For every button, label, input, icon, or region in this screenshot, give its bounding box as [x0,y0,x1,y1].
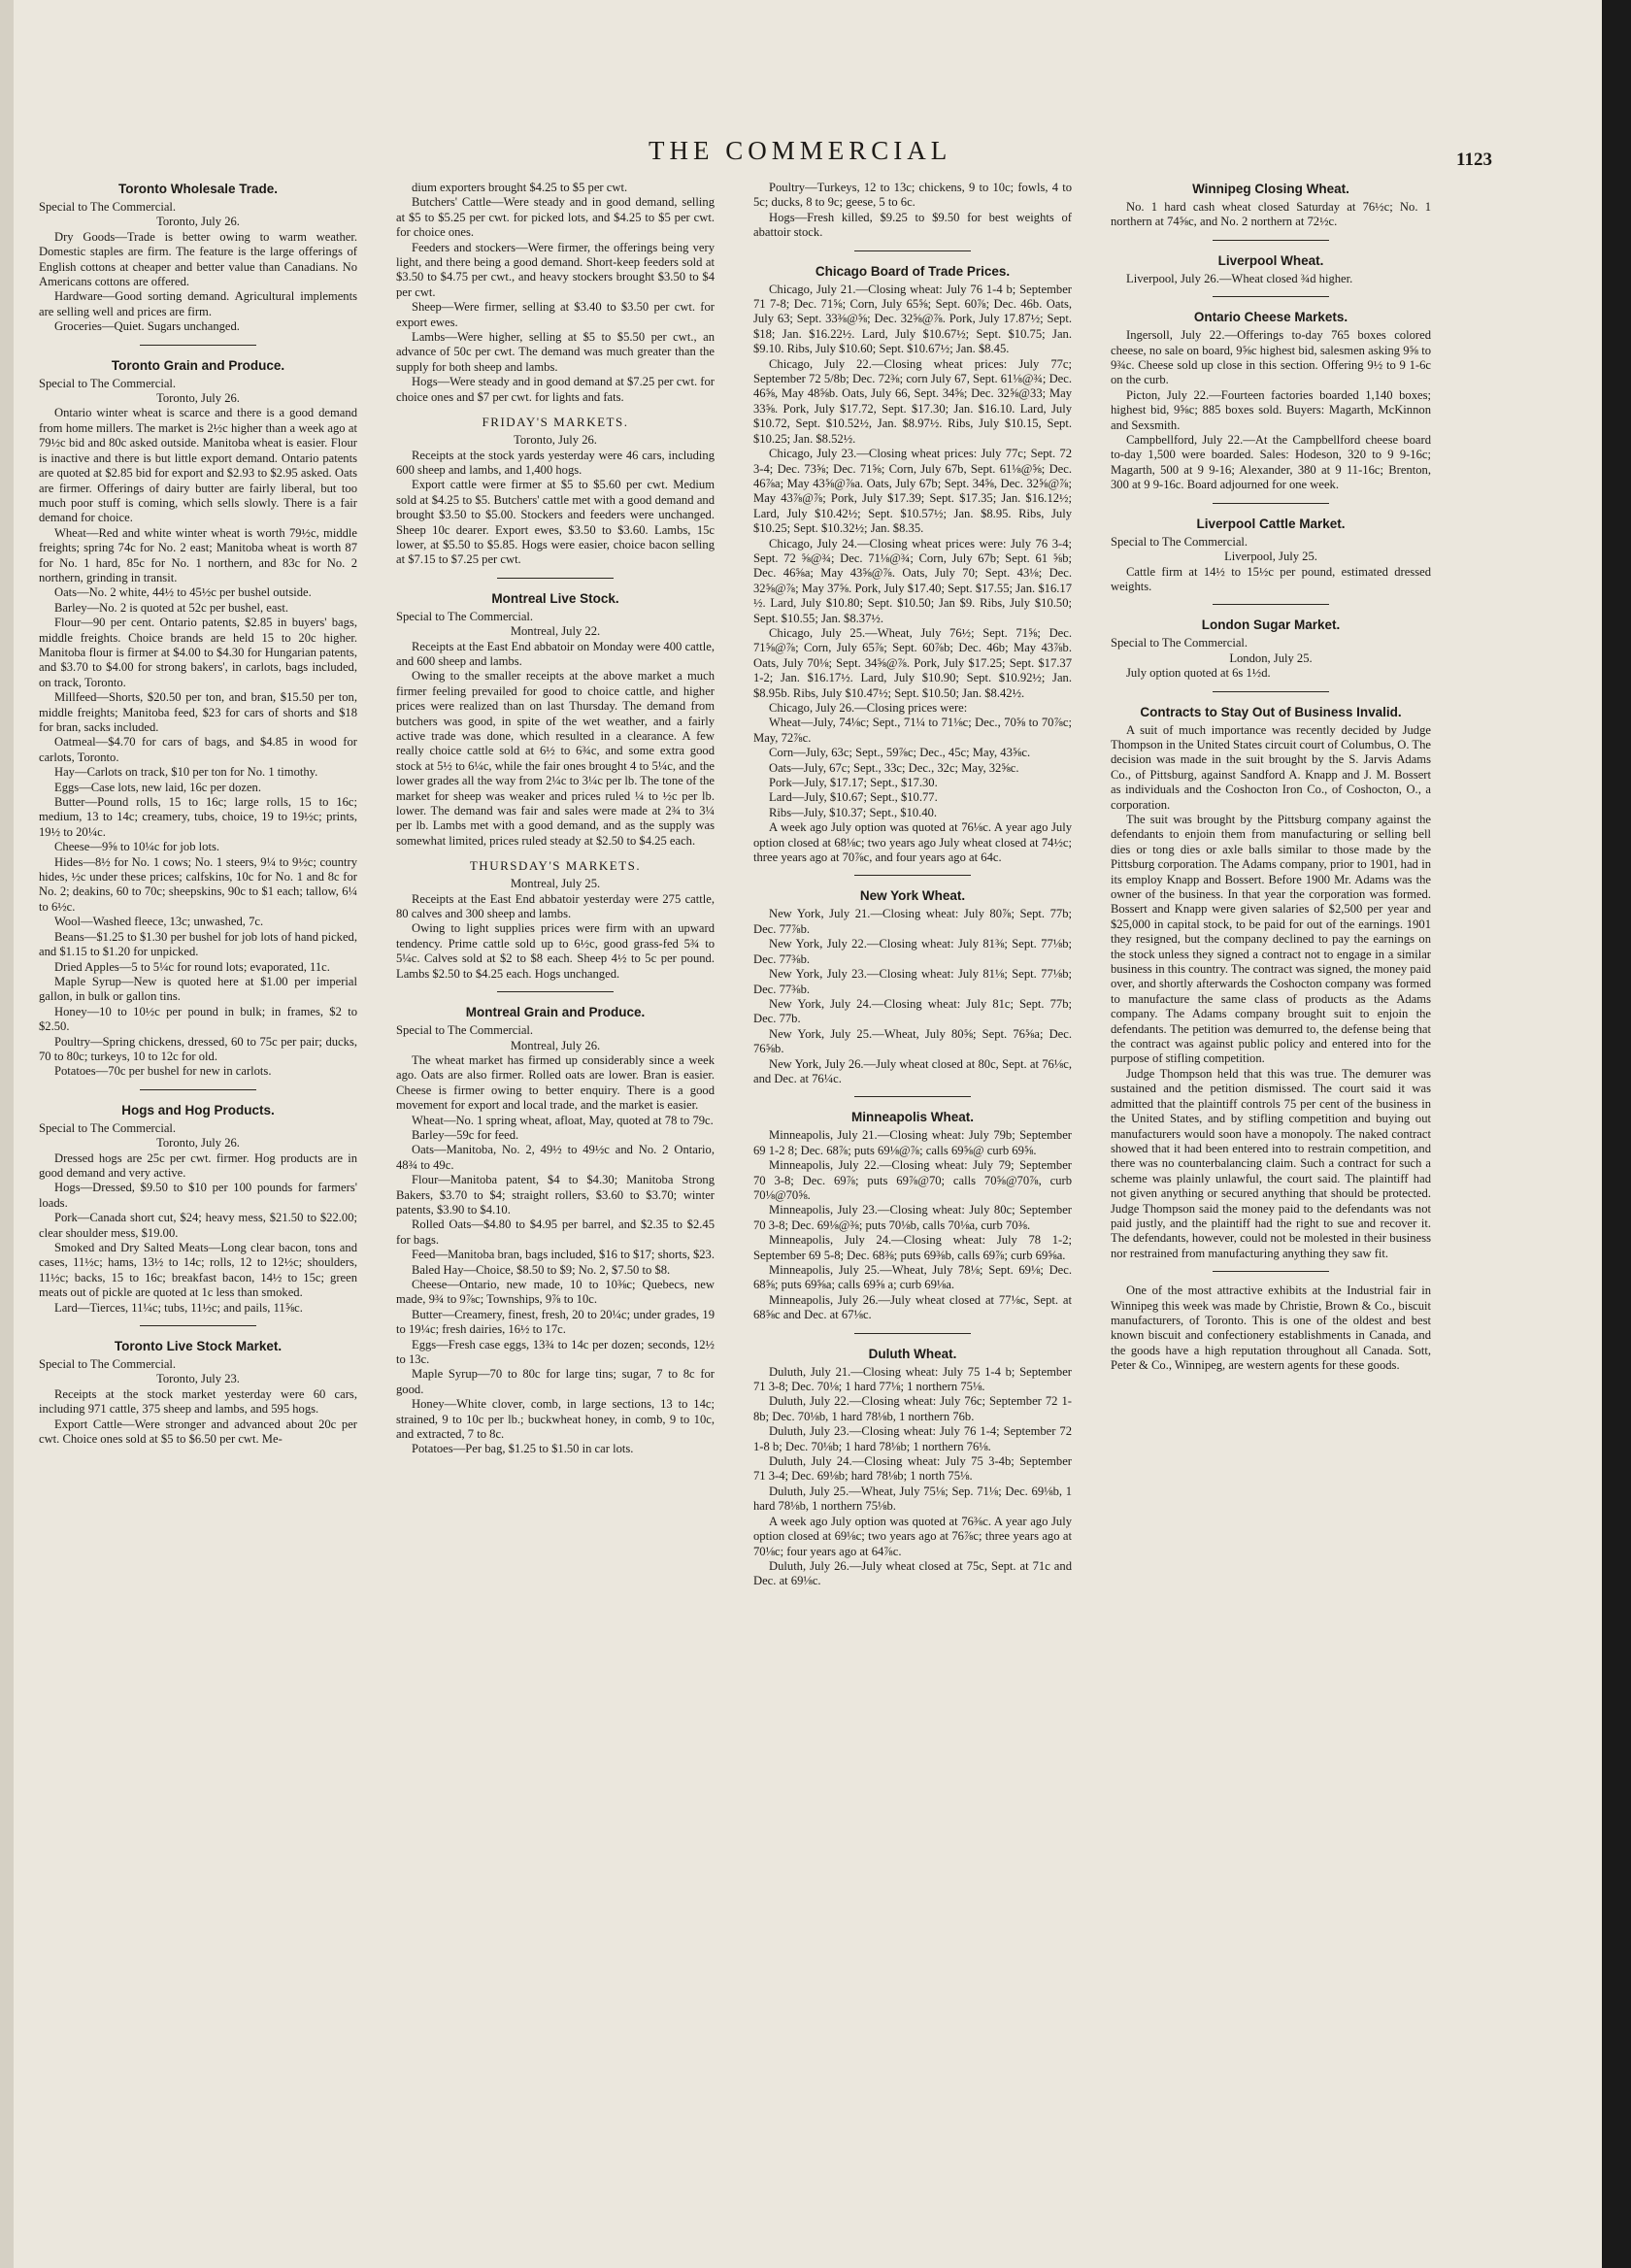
article-paragraph: Hardware—Good sorting demand. Agricultural implements are selling well and prices are firm. [39,289,357,318]
article-paragraph: Feed—Manitoba bran, bags included, $16 to $17; shorts, $23. [412,1248,715,1262]
article-paragraph: Poultry—Turkeys, 12 to 13c; chickens, 9 to 10c; fowls, 4 to 5c; ducks, 8 to 9c; geese, 5 to 6c. [753,181,1072,210]
article-paragraph: Receipts at the stock yards yesterday were 46 cars, including 600 sheep and lambs, and 1,400 hogs. [396,448,715,477]
section-divider-rule [1213,691,1329,692]
section-divider-rule [854,1333,971,1334]
article-headline: Montreal Grain and Produce. [465,1005,646,1020]
article-paragraph: No. 1 hard cash wheat closed Saturday at 76½c; No. 1 northern at 74⅝c, and No. 2 northern at 72½c. [1111,200,1431,229]
dateline: Montreal, July 25. [510,877,601,891]
article-paragraph: Feeders and stockers—Were firmer, the offerings being very light, and there being a good demand. Short-keep feeders sold at $3.50 to $4.75 per cwt., and heavy stockers brought $3.50 to $4 per cwt. [396,240,715,299]
article-paragraph: Hogs—Were steady and in good demand at $7.25 per cwt. for choice ones and $7 per cwt. for lights and fats. [396,375,715,404]
article-paragraph: Duluth, July 22.—Closing wheat: July 76c; September 72 1-8b; Dec. 70⅛b, 1 hard 78⅛b, 1 northern 76b. [753,1394,1072,1423]
article-paragraph: Receipts at the stock market yesterday were 60 cars, including 971 cattle, 375 sheep and lambs, and 595 hogs. [39,1386,357,1417]
article-paragraph: Minneapolis, July 24.—Closing wheat: July 78 1-2; September 69 5-8; Dec. 68⅜; puts 69⅜b, calls 69⅞; curb 69⅝a. [753,1233,1072,1262]
article-paragraph: Rolled Oats—$4.80 to $4.95 per barrel, and $2.35 to $2.45 for bags. [396,1217,715,1247]
article [396,590,715,850]
section-divider-rule [1213,503,1329,504]
article-paragraph: The suit was brought by the Pittsburg company against the defendants to enjoin them from manufacturing or selling bell dies or tong dies or axle balls similar to those made by the Pittsburg corporation. The Adams company, prior to 1901, had in its employ Knapp and Bossert. Before 1900 Mr. Adams was the owner of the business. In that year the corporation was formed. Bossert and Knapp were given salaries of $2,500 per year and $25,000 in capital stock, to be paid for out of the earnings. 1901 they resigned, but the company declined to pay the earnings on the stock unless they signed a contract not to engage in a similar business in this country. The contract was signed, the money paid over, and shortly afterwards the Coshocton company was formed to manufacture the same class of products as the Adams company. The Adams company brought suit to enjoin the defendants. The petition was demurred to, the defense being that the contract was against public policy and entered into for the purpose of stifling competition. [1111,812,1431,1066]
article-paragraph: Minneapolis, July 26.—July wheat closed at 77⅛c, Sept. at 68⅝c and Dec. at 67⅛c. [753,1292,1072,1322]
article-paragraph: Hides—8½ for No. 1 cows; No. 1 steers, 9¼ to 9½c; country hides, ½c under these prices; calfskins, 10c for No. 1 and 8c for No. 2; deakins, 60 to 70c; sheepskins, 90c to $1 each; tallow, 6¼ to 6½c. [39,854,357,914]
article-paragraph: Export cattle were firmer at $5 to $5.60 per cwt. Medium sold at $4.25 to $5. Butchers' cattle met with a good demand and brought $3.50 to $5.00. Stockers and feeders were unchanged. Sheep 10c dearer. Export ewes, $3.50 to $3.60. Lambs, 15c lower, at $5.50 to $5.85. Hogs were easier, choice bacon selling at $7.15 to $7.25 per cwt. [396,478,715,567]
article-paragraph: Minneapolis, July 23.—Closing wheat: July 80c; September 70 3-8; Dec. 69⅛@⅜; puts 70⅛b, calls 70⅛a, curb 70⅜. [753,1203,1072,1232]
article-paragraph: Maple Syrup—70 to 80c for large tins; sugar, 7 to 8c for good. [396,1367,715,1396]
special-correspondent-line: Special to The Commercial. [1111,534,1248,549]
article-paragraph: Pork—Canada short cut, $24; heavy mess, $21.50 to $22.00; clear shoulder mess, $19.00. [39,1211,357,1240]
article-paragraph: Hay—Carlots on track, $10 per ton for No. 1 timothy. [54,765,318,780]
article-paragraph: Liverpool, July 26.—Wheat closed ¾d higher. [1126,271,1353,285]
article-paragraph: Oatmeal—$4.70 for cars of bags, and $4.85 in wood for carlots, Toronto. [39,735,357,764]
article-headline: Toronto Grain and Produce. [111,357,285,373]
section-divider-rule [140,1325,256,1326]
article-paragraph: Judge Thompson held that this was true. The demurer was sustained and the petition dismissed. The court said it was admitted that the plaintiff controls 75 per cent of the business in the United States, and by stifling competition and buying out manufacturers would soon have a monopoly. The naked contract showed that it had been entered into to restrain competition, and there was no counterbalancing claim. Such a contract for such a scheme was plainly unlawful, the court said. The plaintiff had not given anything or secured anything that should be protected. Judge Thompson said the money paid to the defendants was not paid justly, and the plaintiff had the right to sue and recover it. The defendants, however, could not be molested in their business nor restrained from manufacturing anything they saw fit. [1111,1066,1431,1260]
article-headline: Hogs and Hog Products. [121,1102,275,1117]
article-paragraph: Corn—July, 63c; Sept., 59⅞c; Dec., 45c; May, 43⅝c. [769,746,1031,760]
article-paragraph: Oats—July, 67c; Sept., 33c; Dec., 32c; May, 32⅝c. [769,760,1019,775]
page-number: 1123 [1456,150,1492,170]
special-correspondent-line: Special to The Commercial. [39,200,177,214]
article [753,1109,1072,1322]
article [1111,1284,1431,1373]
article-paragraph: Dressed hogs are 25c per cwt. firmer. Hog products are in good demand and very active. [39,1151,357,1180]
section-divider-rule [854,250,971,251]
section-divider-rule [1213,296,1329,297]
article [39,357,357,1080]
article-paragraph: Baled Hay—Choice, $8.50 to $9; No. 2, $7.50 to $8. [412,1262,671,1277]
article-paragraph: Duluth, July 25.—Wheat, July 75⅛; Sep. 71⅛; Dec. 69⅛b, 1 hard 78⅛b, 1 northern 75⅛b. [753,1484,1072,1514]
article-paragraph: Wheat—July, 74⅛c; Sept., 71¼ to 71⅛c; Dec., 70⅝ to 70⅞c; May, 72⅞c. [753,716,1072,745]
article-paragraph: Chicago, July 24.—Closing wheat prices were: July 76 3-4; Sept. 72 ⅝@¾; Dec. 71⅛@¾; Corn, July 67b; Sept. 61 ⅝b; Dec. 46⅝a; May 43⅝@⅞. Oats, July 70; Sept. 43⅛; Dec. 32⅝@⅞; May 37⅝. Pork, July $17.40; Sept. $17.55; Jan. $16.17 ½. Lard, July $10.80; Sept. $10.50; Jan $9. Ribs, July $10.50; Sept. $10.55; Jan. $8.37½. [753,536,1072,625]
article [396,181,715,405]
article-paragraph: Flour—90 per cent. Ontario patents, $2.85 in buyers' bags, middle freights. Choice brands are held 15 to 20c higher. Manitoba flour is firmer at $4.00 to $4.30 for Hungarian patents, and $3.70 to $4.00 for strong bakers', in carlots, bags included, on track, Toronto. [39,616,357,689]
article-paragraph: Wheat—Red and white winter wheat is worth 79½c, middle freights; spring 74c for No. 2 east; Manitoba wheat is worth 87 for No. 1 hard, 85c for No. 1 northern, and 83c for No. 2 northern, grinding in transit. [39,525,357,584]
article-paragraph: New York, July 22.—Closing wheat: July 81⅜; Sept. 77⅛b; Dec. 77⅜b. [753,937,1072,966]
dateline: Toronto, July 23. [156,1372,240,1386]
article-paragraph: Lard—July, $10.67; Sept., $10.77. [769,790,938,805]
special-correspondent-line: Special to The Commercial. [1111,636,1248,650]
dateline: Montreal, July 26. [510,1038,601,1052]
article [396,1004,715,1457]
article-headline: New York Wheat. [859,888,966,904]
article [1111,516,1431,595]
article-paragraph: Dried Apples—5 to 5¼c for round lots; evaporated, 11c. [54,959,330,974]
article-paragraph: Lard—Tierces, 11¼c; tubs, 11½c; and pails, 11⅝c. [54,1300,303,1315]
article-paragraph: Owing to the smaller receipts at the above market a much firmer feeling prevailed for good to choice cattle, and higher prices were realized than on last Thursday. The demand from butchers was good, in spite of the wet weather, and a fairly active trade was done, which resulted in a clearance. A few really choice cattle sold at 6½ to 6¾c, and some extra good stock at 5½ to 6¼c, while the fair ones brought 4 to 5¼c, and the lower grades all the way from 2¼c to 3¼c per lb. The tone of the market for sheep was weaker and prices ruled ¼ to ½c per lb. lower. The demand was fair and sales were made at 2¾ to 3¼ per lb. Lambs met with a good demand, and as the supply was somewhat limited, prices ruled steady at $2.50 to $4.25 each. [396,669,715,848]
article-paragraph: Duluth, July 26.—July wheat closed at 75c, Sept. at 71c and Dec. at 69⅛c. [753,1558,1072,1588]
article [1111,181,1431,230]
article-paragraph: Export Cattle—Were stronger and advanced about 20c per cwt. Choice ones sold at $5 to $6.50 per cwt. Me- [39,1417,357,1447]
article-paragraph: Smoked and Dry Salted Meats—Long clear bacon, tons and cases, 11½c; hams, 13½ to 14c; rolls, 12 to 12½c; shoulders, 11½c; backs, 15 to 16c; breakfast bacon, 14½ to 15c; green meats out of pickle are quoted at 1c less than smoked. [39,1241,357,1300]
article-paragraph: Honey—10 to 10½c per pound in bulk; in frames, $2 to $2.50. [39,1004,357,1034]
section-divider-rule [1213,1271,1329,1272]
article-paragraph: Dry Goods—Trade is better owing to warm weather. Domestic staples are firm. The feature is the large offerings of English cottons at cheaper and better value than Canadians. No Americans cottons are offered. [39,229,357,289]
article [1111,252,1431,286]
dateline: Liverpool, July 25. [1224,550,1317,564]
article-paragraph: Potatoes—70c per bushel for new in carlots. [54,1064,272,1079]
article-paragraph: Minneapolis, July 22.—Closing wheat: July 79; September 70 3-8; Dec. 69⅞; puts 69⅞@70; calls 70⅝@70⅞, curb 70⅛@70⅝. [753,1158,1072,1202]
article-paragraph: Chicago, July 22.—Closing wheat prices: July 77c; September 72 5/8b; Dec. 72⅜; corn July 67, Sept. 61⅛@¾; Dec. 46⅝, May 48⅝b. Oats, July 66, Sept. 34⅝; Dec. 32⅝@33; May 33⅝. Pork, July $17.72, Sept. $17.30; Jan. $16.10. Lard, July $10.72, Sept. $10.52½, Jan. $8.97½. Ribs, July $10.15, Sept. $10.25; Jan. $8.52½. [753,356,1072,446]
article-headline: Contracts to Stay Out of Business Invalid. [1140,704,1402,719]
article-paragraph: Picton, July 22.—Fourteen factories boarded 1,140 boxes; highest bid, 9⅝c; 885 boxes sold. Buyers: Magarth, McKinnon and Sexsmith. [1111,387,1431,432]
page-header [0,136,1602,175]
article-paragraph: Duluth, July 21.—Closing wheat: July 75 1-4 b; September 71 3-8; Dec. 70⅛; 1 hard 77⅛; 1 northern 75⅛. [753,1364,1072,1394]
section-divider-rule [497,578,614,579]
article [753,887,1072,1086]
article-paragraph: The wheat market has firmed up considerably since a week ago. Oats are also firmer. Rolled oats are lower. Bran is easier. Cheese is firmer owing to better enquiry. There is a good movement for export and local trade, and the market is easier. [396,1052,715,1113]
article-paragraph: Chicago, July 23.—Closing wheat prices: July 77c; Sept. 72 3-4; Dec. 73⅝; Dec. 71⅝; Corn, July 67b, Sept. 61⅛@⅝; Dec. 46⅞a; May 43⅝@⅞a. Oats, July 67b; Sept. 34⅝, Dec. 32⅝@⅞; May 43⅞@⅞; Pork, July $17.39; Sept. $17.35; Jan. $16.12½; Lard, July $10.42½; Sept. $10.57½; Jan. $8.95. Ribs, July $10.25; Sept. $10.32½; Jan. $8.35. [753,447,1072,536]
article [753,1346,1072,1589]
article-paragraph: Cheese—Ontario, new made, 10 to 10⅜c; Quebecs, new made, 9¾ to 9⅞c; Townships, 9⅞ to 10c. [396,1278,715,1307]
article-headline: Montreal Live Stock. [491,590,619,606]
article [1111,617,1431,681]
article-paragraph: Sheep—Were firmer, selling at $3.40 to $3.50 per cwt. for export ewes. [396,300,715,329]
article-paragraph: Chicago, July 25.—Wheat, July 76½; Sept. 71⅝; Dec. 71⅝@⅞; Corn, July 65⅞; Sept. 60⅞b; Dec. 46b; May 43⅞b. Oats, July 70⅛; Sept. 34⅝@⅞. Pork, July $17.25; Sept. $17.37 1-2; Jan. $16.17½. Lard, July $10.90; Sept. $10.92½; Jan. $8.95b. Ribs, July $10.47½; Sept. $10.50; Jan. $8.42½. [753,625,1072,700]
article-paragraph: Duluth, July 24.—Closing wheat: July 75 3-4b; September 71 3-4; Dec. 69⅛b; hard 78⅛b; 1 north 75⅛. [753,1454,1072,1484]
article-paragraph: Butter—Pound rolls, 15 to 16c; large rolls, 15 to 16c; medium, 13 to 14c; creamery, tubs, choice, 19 to 19½c; prints, 19½ to 20¼c. [39,795,357,839]
article-headline: Toronto Live Stock Market. [114,1339,283,1354]
article [753,263,1072,866]
article-paragraph: Wheat—No. 1 spring wheat, afloat, May, quoted at 78 to 79c. [412,1113,714,1127]
dateline: Toronto, July 26. [156,391,240,406]
article-headline: Minneapolis Wheat. [850,1110,974,1125]
dateline: Toronto, July 26. [156,215,240,229]
special-correspondent-line: Special to The Commercial. [396,1023,534,1038]
article-headline: Winnipeg Closing Wheat. [1192,182,1349,196]
article-paragraph: Honey—White clover, comb, in large sections, 13 to 14c; strained, 9 to 10c per lb.; buckwheat honey, in comb, 9 to 10c, and extracted, 7 to 8c. [396,1397,715,1442]
article-paragraph: Hogs—Fresh killed, $9.25 to $9.50 for best weights of abattoir stock. [753,210,1072,240]
article-paragraph: Oats—Manitoba, No. 2, 49½ to 49½c and No. 2 Ontario, 48¾ to 49c. [396,1143,715,1172]
article-paragraph: Pork—July, $17.17; Sept., $17.30. [769,776,938,790]
dateline: London, July 25. [1229,650,1313,665]
article [396,858,715,982]
column-2 [396,181,715,2249]
article-paragraph: Owing to light supplies prices were firm with an upward tendency. Prime cattle sold up to 6½c, good grass-fed 5¾ to 5¼c. Calves sold at $2 to $8 each. Sheep 4½ to 5c per pound. Lambs $2.50 to $4.25 each. Hogs unchanged. [396,921,715,981]
article-paragraph: A suit of much importance was recently decided by Judge Thompson in the United States circuit court of Columbus, O. The decision was made in the suit brought by the S. Jarvis Adams Co., of Pittsburg, against Sandford A. Knapp and J. M. Bossert as individuals and the Coshocton Iron Co., of Coshocton, O., a corporation. [1111,722,1431,812]
article-headline: Chicago Board of Trade Prices. [815,263,1011,279]
article [1111,309,1431,492]
article [39,1338,357,1447]
article-paragraph: Cheese—9⅝ to 10¼c for job lots. [54,840,219,854]
column-4 [1111,181,1431,2249]
section-divider-rule [854,1096,971,1097]
section-divider-rule [140,345,256,346]
dateline: Toronto, July 26. [156,1136,240,1151]
article-paragraph: Receipts at the East End abbatoir on Monday were 400 cattle, and 600 sheep and lambs. [396,639,715,668]
article-paragraph: Oats—No. 2 white, 44½ to 45½c per bushel outside. [54,585,312,600]
article-paragraph: Chicago, July 21.—Closing wheat: July 76 1-4 b; September 71 7-8; Dec. 71⅝; Corn, July 65⅝; Sept. 60⅞; Dec. 46b. Oats, July 63; Sept. 33⅜@⅝; Dec. 32⅝@⅞. Pork, July 17.87½; Sept. $18; Jan. $16.22½. Lard, July $10.67½; Sept. $10.75; Jan. $9.10. Ribs, July $10.60; Sept. $10.67½; Jan. $8.45. [753,282,1072,356]
section-divider-rule [1213,604,1329,605]
article-paragraph: July option quoted at 6s 1½d. [1126,666,1271,681]
article-paragraph: Ontario winter wheat is scarce and there is a good demand from home millers. The market is 2½c higher than a week ago at 79½c bid and 80c asked outside. Manitoba wheat is easier. Flour is inactive and there is but little export demand. Ontario patents are quoted at $2.85 bid for export and $2.93 to $2.95 asked. Oats are firmer. Offerings of dairy butter are fairly liberal, but too much poor stuff is coming, which sells slowly. There is a fair demand for choice. [39,406,357,525]
column-3 [753,181,1072,2249]
article [396,415,715,568]
running-title: THE COMMERCIAL [649,136,952,165]
article-paragraph: Ingersoll, July 22.—Offerings to-day 765 boxes colored cheese, no sale on board, 9⅝c highest bid, salesmen asking 9⅝ to 9¾c. Cheese sold up close in this section. Offering 9½ to 9 1-6c on the curb. [1111,328,1431,387]
section-divider-rule [1213,240,1329,241]
article-paragraph: Potatoes—Per bag, $1.25 to $1.50 in car lots. [412,1442,634,1456]
article-paragraph: Lambs—Were higher, selling at $5 to $5.50 per cwt., an advance of 50c per cwt. The demand was much greater than the supply for both sheep and lambs. [396,330,715,374]
article-paragraph: Barley—No. 2 is quoted at 52c per bushel, east. [54,600,288,615]
article-paragraph: New York, July 21.—Closing wheat: July 80⅞; Sept. 77b; Dec. 77⅞b. [753,907,1072,936]
article-paragraph: Receipts at the East End abbatoir yesterday were 275 cattle, 80 calves and 300 sheep and lambs. [396,891,715,921]
article-paragraph: Barley—59c for feed. [412,1127,519,1142]
article-paragraph: Millfeed—Shorts, $20.50 per ton, and bran, $15.50 per ton, middle freights; Manitoba feed, $23 for cars of shorts and $18 for bran, sacks included. [39,690,357,734]
article-paragraph: Eggs—Fresh case eggs, 13¾ to 14c per dozen; seconds, 12½ to 13c. [396,1337,715,1367]
article-paragraph: Chicago, July 26.—Closing prices were: [769,701,968,715]
article-paragraph: One of the most attractive exhibits at the Industrial fair in Winnipeg this week was made by Christie, Brown & Co., biscuit manufacturers, of Toronto. This is one of the oldest and best known biscuit and confectionery establishments in Canada, and the goods have a high reputation throughout all Canada. Sott, Peter & Co., Winnipeg, are western agents for these goods. [1111,1284,1431,1373]
article-headline: Duluth Wheat. [868,1346,957,1361]
article-headline: London Sugar Market. [1201,617,1341,633]
article-paragraph: New York, July 24.—Closing wheat: July 81c; Sept. 77b; Dec. 77b. [753,996,1072,1026]
column-1 [39,181,357,2249]
article [39,181,357,335]
article-paragraph: Eggs—Case lots, new laid, 16c per dozen. [54,780,261,794]
dateline: Toronto, July 26. [514,433,597,448]
special-correspondent-line: Special to The Commercial. [39,1120,177,1135]
article-paragraph: Minneapolis, July 21.—Closing wheat: July 79b; September 69 1-2 8; Dec. 68⅞; puts 69⅛@⅞; calls 69⅝@ curb 69⅝. [753,1128,1072,1157]
article-paragraph: Duluth, July 23.—Closing wheat: July 76 1-4; September 72 1-8 b; Dec. 70⅛b; 1 hard 78⅛b; 1 northern 76⅛. [753,1424,1072,1453]
article-paragraph: Wool—Washed fleece, 13c; unwashed, 7c. [54,915,264,929]
article-headline: Liverpool Cattle Market. [1196,516,1346,531]
article-paragraph: dium exporters brought $4.25 to $5 per cwt. [412,181,628,194]
article-headline: Ontario Cheese Markets. [1193,310,1348,325]
market-subheading: THURSDAY'S MARKETS. [469,858,642,874]
article-paragraph: New York, July 26.—July wheat closed at 80c, Sept. at 76⅛c, and Dec. at 76¼c. [753,1056,1072,1085]
article-paragraph: Cattle firm at 14½ to 15½c per pound, estimated dressed weights. [1111,564,1431,593]
page-binding-edge [0,0,14,2268]
article-paragraph: Flour—Manitoba patent, $4 to $4.30; Manitoba Strong Bakers, $3.70 to $4; straight rollers, $3.60 to $3.70; winter patents, $3.90 to $4.10. [396,1173,715,1217]
article-paragraph: Hogs—Dressed, $9.50 to $10 per 100 pounds for farmers' loads. [39,1181,357,1210]
article-paragraph: Minneapolis, July 25.—Wheat, July 78⅛; Sept. 69⅛; Dec. 68⅝; puts 69⅝a; calls 69⅝ a; curb 69⅛a. [753,1263,1072,1292]
article-paragraph: Maple Syrup—New is quoted here at $1.00 per imperial gallon, in bulk or gallon tins. [39,974,357,1004]
article-paragraph: Groceries—Quiet. Sugars unchanged. [54,319,240,334]
article-paragraph: Poultry—Spring chickens, dressed, 60 to 75c per pair; ducks, 70 to 80c; turkeys, 10 to 12c for old. [39,1034,357,1063]
special-correspondent-line: Special to The Commercial. [39,1357,177,1372]
article [753,181,1072,241]
section-divider-rule [140,1089,256,1090]
section-divider-rule [854,875,971,876]
article-paragraph: A week ago July option was quoted at 76⅛c. A year ago July option closed at 68⅛c; two years ago July wheat closed at 74½c; three years ago at 70⅞c, and four years ago at 64c. [753,820,1072,865]
section-divider-rule [497,991,614,992]
article-headline: Liverpool Wheat. [1217,252,1324,268]
article-paragraph: New York, July 25.—Wheat, July 80⅝; Sept. 76⅝a; Dec. 76⅝b. [753,1026,1072,1056]
market-subheading: FRIDAY'S MARKETS. [482,415,629,430]
article-paragraph: Butchers' Cattle—Were steady and in good demand, selling at $5 to $5.25 per cwt. for picked lots, and $4.25 to $5 per cwt. for choice ones. [396,195,715,240]
dateline: Montreal, July 22. [510,624,601,639]
article-paragraph: Butter—Creamery, finest, fresh, 20 to 20¼c; under grades, 19 to 19¼c; fresh dairies, 16½ to 17c. [396,1307,715,1337]
article-paragraph: A week ago July option was quoted at 76⅜c. A year ago July option closed at 69⅛c; two years ago at 76⅞c; three years ago at 70⅛c; four years ago at 64⅞c. [753,1514,1072,1558]
special-correspondent-line: Special to The Commercial. [39,376,177,390]
article-paragraph: Ribs—July, $10.37; Sept., $10.40. [769,805,938,819]
article-paragraph: Campbellford, July 22.—At the Campbellford cheese board to-day 1,500 were boarded. Sales: Hodeson, 320 to 9 9-16c; Magarth, 500 at 9 9-16; Alexander, 380 at 9 11-16c; Brenton, 300 at 9 9-16c. Board adjourned for one week. [1111,433,1431,492]
article-paragraph: Beans—$1.25 to $1.30 per bushel for job lots of hand picked, and $1.15 to $1.20 for unpicked. [39,929,357,959]
article-paragraph: New York, July 23.—Closing wheat: July 81⅛; Sept. 77⅛b; Dec. 77⅜b. [753,967,1072,996]
special-correspondent-line: Special to The Commercial. [396,609,534,623]
article-headline: Toronto Wholesale Trade. [117,182,279,196]
article [39,1102,357,1316]
article [1111,704,1431,1262]
